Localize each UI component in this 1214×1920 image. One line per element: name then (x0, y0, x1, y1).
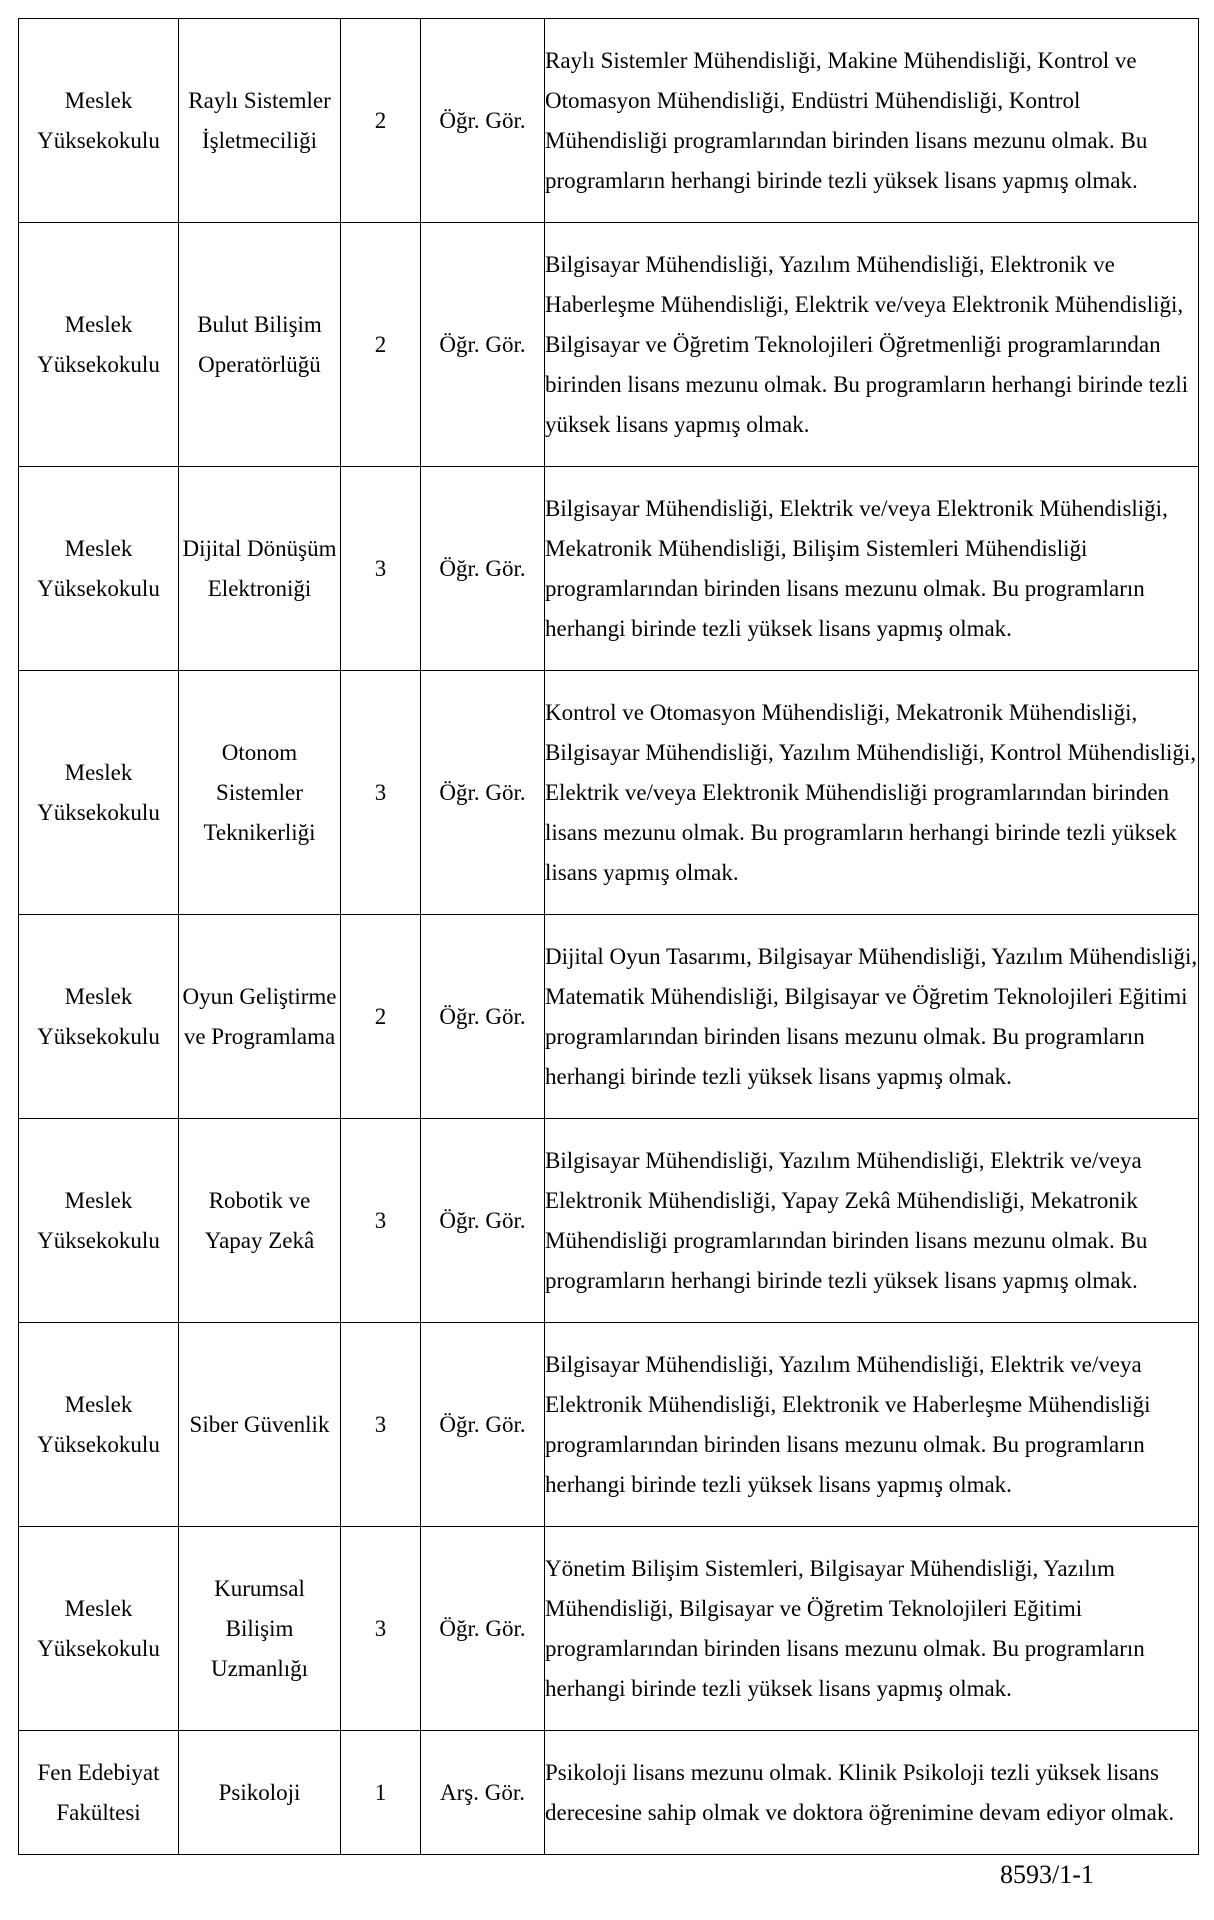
requirement-cell: Raylı Sistemler Mühendisliği, Makine Mühendisliği, Kontrol ve Otomasyon Mühendisliği, Endüstri Mühendisliği, Kontrol Mühendisliği programlarından birinden lisans mezunu olmak. Bu programların herhangi birinde tezli yüksek lisans yapmış olmak. (545, 19, 1199, 223)
title-cell: Öğr. Gör. (421, 1323, 545, 1527)
unit-cell: Meslek Yüksekokulu (19, 671, 179, 915)
program-cell: Bulut Bilişim Operatörlüğü (179, 223, 341, 467)
unit-cell: Meslek Yüksekokulu (19, 19, 179, 223)
title-cell: Öğr. Gör. (421, 671, 545, 915)
unit-cell: Meslek Yüksekokulu (19, 223, 179, 467)
program-cell: Raylı Sistemler İşletmeciliği (179, 19, 341, 223)
table-row (19, 467, 1199, 671)
requirement-cell: Yönetim Bilişim Sistemleri, Bilgisayar Mühendisliği, Yazılım Mühendisliği, Bilgisayar ve Öğretim Teknolojileri Eğitimi programlarından birinden lisans mezunu olmak. Bu programların herhangi birinde tezli yüksek lisans yapmış olmak. (545, 1527, 1199, 1731)
title-cell: Arş. Gör. (421, 1731, 545, 1855)
requirement-cell: Bilgisayar Mühendisliği, Yazılım Mühendisliği, Elektrik ve/veya Elektronik Mühendisliği, Yapay Zekâ Mühendisliği, Mekatronik Mühendisliği programlarından birinden lisans mezunu olmak. Bu programların herhangi birinde tezli yüksek lisans yapmış olmak. (545, 1119, 1199, 1323)
unit-cell: Meslek Yüksekokulu (19, 1323, 179, 1527)
program-cell: Oyun Geliştirme ve Programlama (179, 915, 341, 1119)
unit-cell: Meslek Yüksekokulu (19, 467, 179, 671)
count-cell: 3 (341, 671, 421, 915)
count-cell: 2 (341, 223, 421, 467)
table-row (19, 1323, 1199, 1527)
program-cell: Otonom Sistemler Teknikerliği (179, 671, 341, 915)
title-cell: Öğr. Gör. (421, 19, 545, 223)
program-cell: Robotik ve Yapay Zekâ (179, 1119, 341, 1323)
table-row (19, 223, 1199, 467)
program-cell: Psikoloji (179, 1731, 341, 1855)
requirement-cell: Dijital Oyun Tasarımı, Bilgisayar Mühendisliği, Yazılım Mühendisliği, Matematik Mühendisliği, Bilgisayar ve Öğretim Teknolojileri Eğitimi programlarından birinden lisans mezunu olmak. Bu programların herhangi birinde tezli yüksek lisans yapmış olmak. (545, 915, 1199, 1119)
unit-cell: Meslek Yüksekokulu (19, 1119, 179, 1323)
program-cell: Siber Güvenlik (179, 1323, 341, 1527)
count-cell: 3 (341, 1527, 421, 1731)
requirement-cell: Bilgisayar Mühendisliği, Elektrik ve/veya Elektronik Mühendisliği, Mekatronik Mühendisliği, Bilişim Sistemleri Mühendisliği programlarından birinden lisans mezunu olmak. Bu programların herhangi birinde tezli yüksek lisans yapmış olmak. (545, 467, 1199, 671)
program-cell: Dijital Dönüşüm Elektroniği (179, 467, 341, 671)
table-row (19, 1119, 1199, 1323)
table-row (19, 671, 1199, 915)
count-cell: 2 (341, 19, 421, 223)
count-cell: 1 (341, 1731, 421, 1855)
count-cell: 2 (341, 915, 421, 1119)
requirement-cell: Psikoloji lisans mezunu olmak. Klinik Psikoloji tezli yüksek lisans derecesine sahip olmak ve doktora öğrenimine devam ediyor olmak. (545, 1731, 1199, 1855)
title-cell: Öğr. Gör. (421, 1527, 545, 1731)
requirement-cell: Bilgisayar Mühendisliği, Yazılım Mühendisliği, Elektrik ve/veya Elektronik Mühendisliği, Elektronik ve Haberleşme Mühendisliği programlarından birinden lisans mezunu olmak. Bu programların herhangi birinde tezli yüksek lisans yapmış olmak. (545, 1323, 1199, 1527)
unit-cell: Fen Edebiyat Fakültesi (19, 1731, 179, 1855)
program-cell: Kurumsal Bilişim Uzmanlığı (179, 1527, 341, 1731)
title-cell: Öğr. Gör. (421, 467, 545, 671)
title-cell: Öğr. Gör. (421, 915, 545, 1119)
requirement-cell: Kontrol ve Otomasyon Mühendisliği, Mekatronik Mühendisliği, Bilgisayar Mühendisliği, Yazılım Mühendisliği, Kontrol Mühendisliği, Elektrik ve/veya Elektronik Mühendisliği programlarından birinden lisans mezunu olmak. Bu programların herhangi birinde tezli yüksek lisans yapmış olmak. (545, 671, 1199, 915)
document-code: 8593/1-1 (1000, 1860, 1094, 1889)
count-cell: 3 (341, 1119, 421, 1323)
count-cell: 3 (341, 1323, 421, 1527)
table-row (19, 1731, 1199, 1855)
title-cell: Öğr. Gör. (421, 223, 545, 467)
table-row (19, 1527, 1199, 1731)
table-row (19, 19, 1199, 223)
unit-cell: Meslek Yüksekokulu (19, 915, 179, 1119)
requirement-cell: Bilgisayar Mühendisliği, Yazılım Mühendisliği, Elektronik ve Haberleşme Mühendisliği, Elektrik ve/veya Elektronik Mühendisliği, Bilgisayar ve Öğretim Teknolojileri Öğretmenliği programlarından birinden lisans mezunu olmak. Bu programların herhangi birinde tezli yüksek lisans yapmış olmak. (545, 223, 1199, 467)
count-cell: 3 (341, 467, 421, 671)
table-row (19, 915, 1199, 1119)
unit-cell: Meslek Yüksekokulu (19, 1527, 179, 1731)
title-cell: Öğr. Gör. (421, 1119, 545, 1323)
positions-table (18, 18, 1199, 1855)
